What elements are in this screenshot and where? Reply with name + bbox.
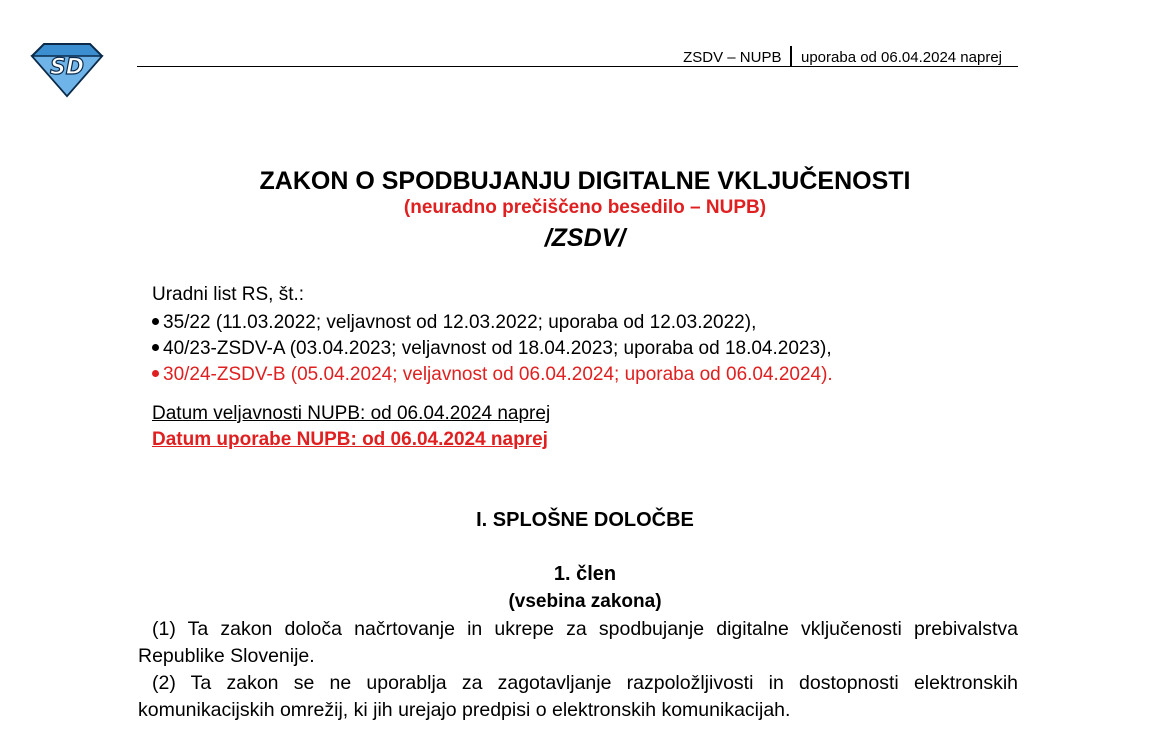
header-doc-id: ZSDV – NUPB: [683, 49, 782, 66]
article-paragraph-2: (2) Ta zakon se ne uporablja za zagotavljanje razpoložljivosti in dostopnosti elektronskih komunikacijskih omrežij, ki jih urejajo predpisi o elektronskih komunikacijah.: [138, 672, 1018, 721]
application-date: Datum uporabe NUPB: od 06.04.2024 naprej: [152, 429, 548, 450]
sd-logo-icon: [30, 40, 104, 98]
chapter-heading: I. SPLOŠNE DOLOČBE: [476, 509, 694, 531]
gazette-label: Uradni list RS, št.:: [152, 284, 305, 305]
header-separator: [790, 46, 792, 66]
bullet-icon: [152, 318, 159, 325]
bullet-icon: [152, 344, 159, 351]
law-title: ZAKON O SPODBUJANJU DIGITALNE VKLJUČENOSTI: [259, 167, 911, 195]
article-number: 1. člen: [553, 563, 617, 585]
law-abbreviation: /ZSDV/: [544, 224, 626, 252]
article-paragraph-1: (1) Ta zakon določa načrtovanje in ukrepe za spodbujanje digitalne vključenosti prebivalstva Republike Slovenije.: [138, 618, 1018, 667]
svg-text:SD: SD: [49, 55, 85, 80]
header-usage-date: uporaba od 06.04.2024 naprej: [800, 49, 1002, 66]
validity-date: Datum veljavnosti NUPB: od 06.04.2024 naprej: [152, 403, 551, 424]
article-heading: (vsebina zakona): [508, 591, 662, 612]
header-text: [683, 46, 1002, 66]
gazette-ref-1[interactable]: 35/22 (11.03.2022; veljavnost od 12.03.2022; uporaba od 12.03.2022),: [152, 312, 756, 334]
gazette-ref-2[interactable]: 40/23-ZSDV-A (03.04.2023; veljavnost od 18.04.2023; uporaba od 18.04.2023),: [152, 338, 832, 360]
gazette-ref-3[interactable]: 30/24-ZSDV-B (05.04.2024; veljavnost od 06.04.2024; uporaba od 06.04.2024).: [152, 364, 833, 386]
law-subtitle: (neuradno prečiščeno besedilo – NUPB): [403, 197, 767, 218]
bullet-icon: [152, 370, 159, 377]
page-header: [137, 44, 1018, 67]
